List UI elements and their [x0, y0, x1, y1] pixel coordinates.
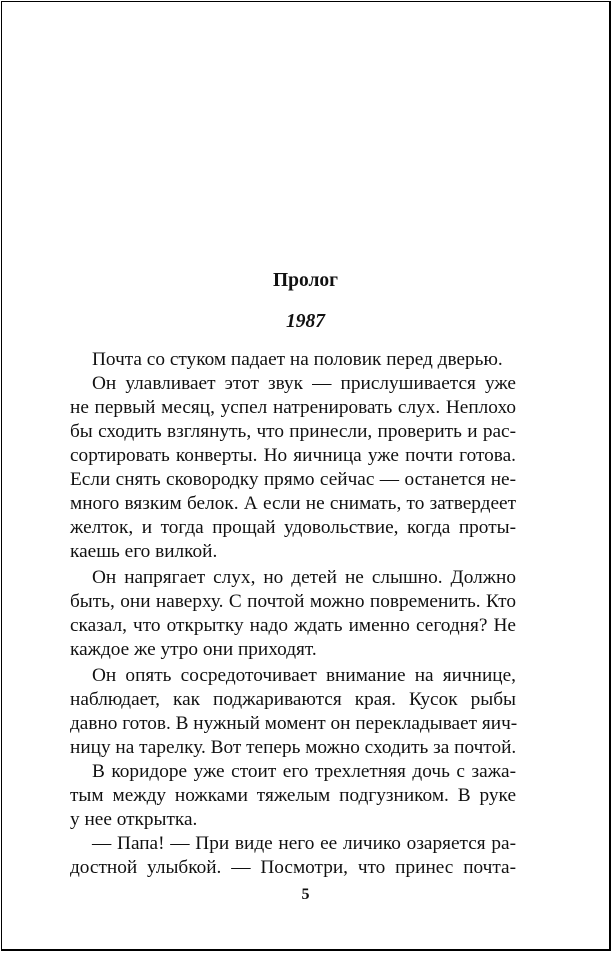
text-line: — Папа! — При виде него ее личико озаряется ра-: [92, 833, 516, 854]
text-line: много вязким белок. А если не снимать, то затвердеет: [70, 493, 516, 514]
text-line: Он опять сосредоточивает внимание на яичнице,: [92, 665, 516, 686]
text-line: желток, и тогда прощай удовольствие, когда проты-: [70, 517, 516, 538]
text-line: Он напрягает слух, но детей не слышно. Должно: [92, 567, 516, 588]
text-line: сортировать конверты. Но яичница уже почти готова.: [70, 445, 516, 466]
text-line: достной улыбкой. — Посмотри, что принес почта-: [70, 857, 516, 878]
page: [1, 1, 611, 951]
chapter-title: Пролог: [272, 270, 339, 291]
page-number: 5: [301, 886, 310, 903]
text-line: каешь его вилкой.: [70, 541, 218, 562]
text-line: Если снять сковородку прямо сейчас — останется не-: [70, 469, 516, 490]
text-line: наблюдает, как поджариваются края. Кусок рыбы: [70, 689, 516, 710]
text-line: В коридоре уже стоит его трехлетняя дочь с зажа-: [92, 761, 516, 782]
text-line: бы сходить взглянуть, что принесли, проверить и рас-: [70, 421, 516, 442]
text-line: тым между ножками тяжелым подгузником. В руке: [70, 785, 516, 806]
text-line: быть, они наверху. С почтой можно повременить. Кто: [70, 591, 516, 612]
chapter-year: 1987: [286, 311, 325, 332]
text-line: давно готов. В нужный момент он перекладывает яич-: [70, 713, 518, 734]
text-line: не первый месяц, успел натренировать слух. Неплохо: [70, 397, 516, 418]
text-line: сказал, что открытку надо ждать именно сегодня? Не: [70, 615, 516, 636]
text-line: у нее открытка.: [70, 809, 198, 830]
text-line: Он улавливает этот звук — прислушивается уже: [92, 373, 516, 394]
text-line: каждое же утро они приходят.: [70, 639, 317, 660]
text-line: Почта со стуком падает на половик перед дверью.: [92, 349, 503, 370]
text-line: ницу на тарелку. Вот теперь можно сходить за почтой.: [70, 737, 517, 758]
